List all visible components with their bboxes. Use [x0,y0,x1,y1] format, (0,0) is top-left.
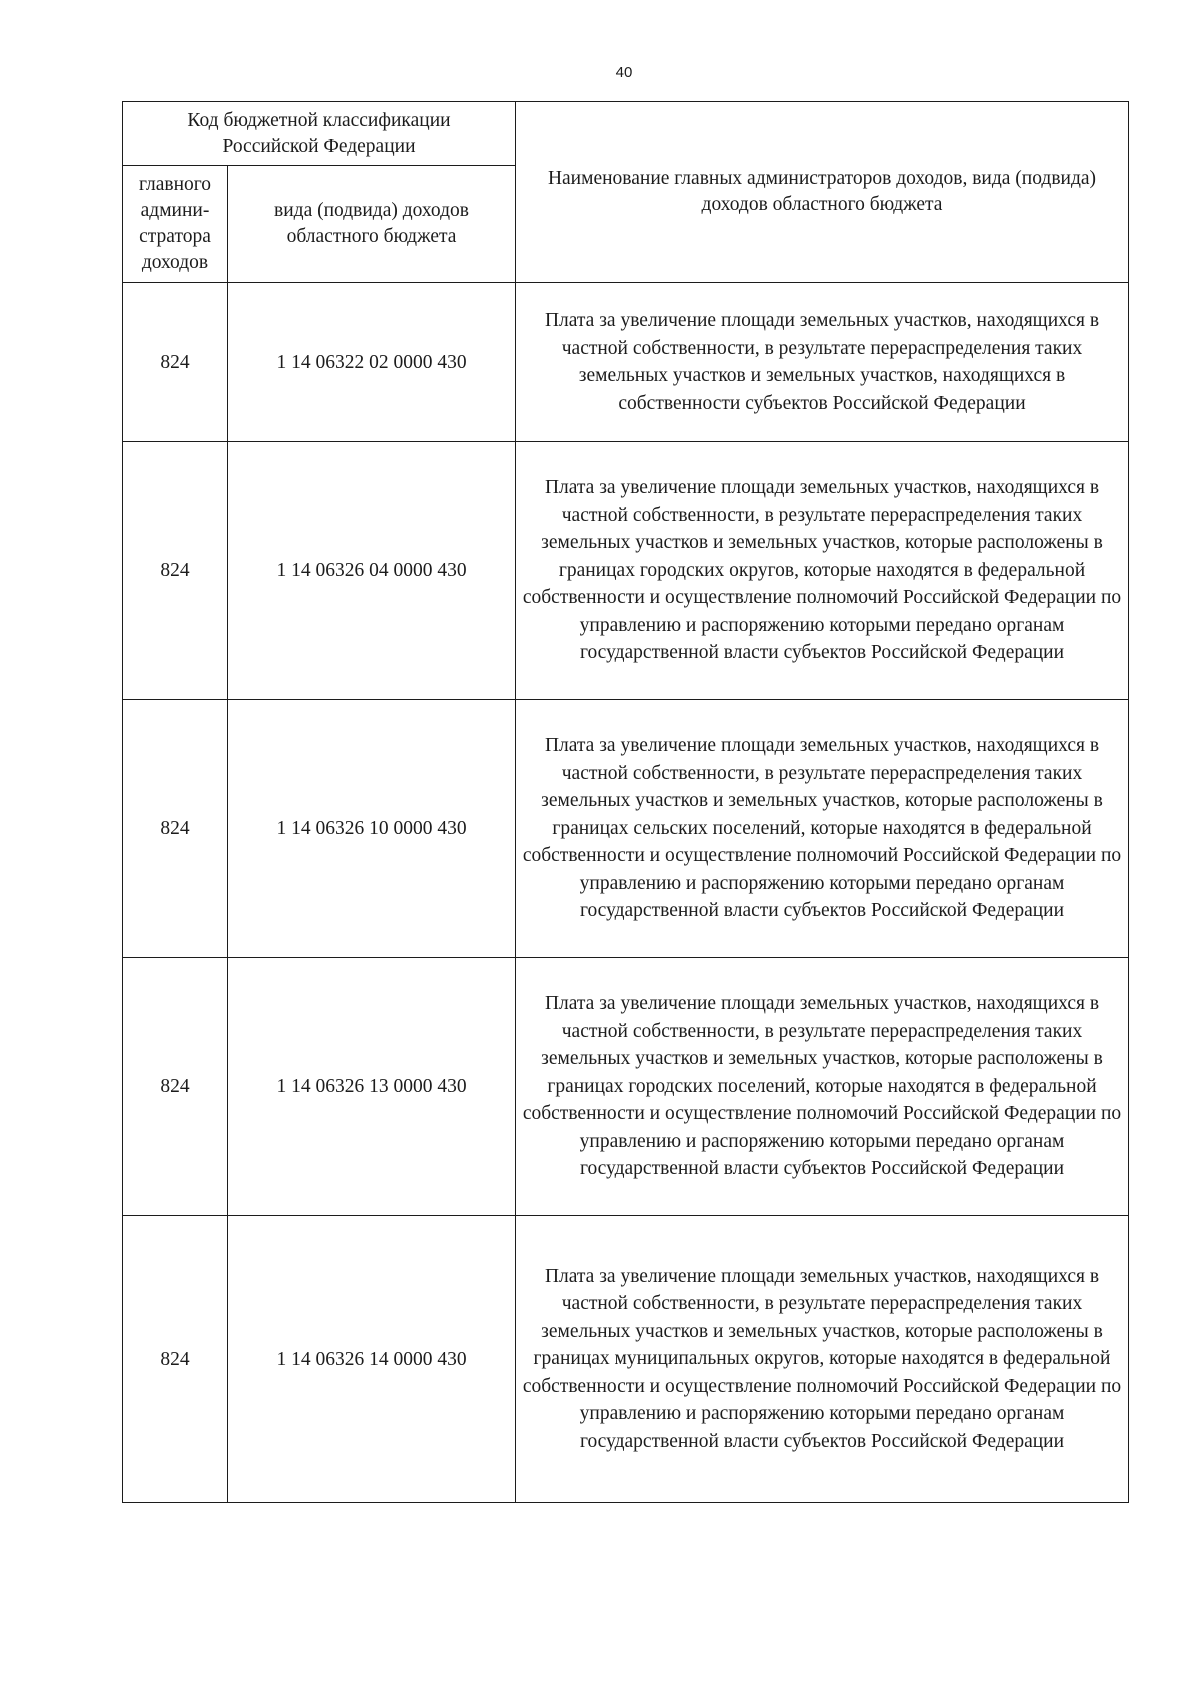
table-row [123,700,1129,958]
income-code-cell: 1 14 06322 02 0000 430 [228,283,516,442]
income-name-cell: Плата за увеличение площади земельных участков, находящихся в частной собственности, в результате перераспределения таких земельных участков и земельных участков, которые расположены в границах муниципальных округов, которые находятся в федеральной собственности и осуществление полномочий Российской Федерации по управлению и распоряжению которыми передано органам государственной власти субъектов Российской Федерации [516,1216,1129,1503]
admin-code-cell: 824 [123,958,228,1216]
header-income-type: вида (подвида) доходов областного бюджета [228,166,516,283]
income-code-cell: 1 14 06326 04 0000 430 [228,442,516,700]
table-row [123,283,1129,442]
income-code-cell: 1 14 06326 10 0000 430 [228,700,516,958]
admin-code-cell: 824 [123,442,228,700]
table-row [123,442,1129,700]
income-code-cell: 1 14 06326 13 0000 430 [228,958,516,1216]
budget-classification-table [122,101,1129,1503]
income-code-cell: 1 14 06326 14 0000 430 [228,1216,516,1503]
header-main-administrator: главного админи-стратора доходов [123,166,228,283]
header-name: Наименование главных администраторов доходов, вида (подвида) доходов областного бюджета [516,102,1129,283]
table-row [123,1216,1129,1503]
table-row [123,958,1129,1216]
admin-code-cell: 824 [123,1216,228,1503]
income-name-cell: Плата за увеличение площади земельных участков, находящихся в частной собственности, в результате перераспределения таких земельных участков и земельных участков, которые расположены в границах сельских поселений, которые находятся в федеральной собственности и осуществление полномочий Российской Федерации по управлению и распоряжению которыми передано органам государственной власти субъектов Российской Федерации [516,700,1129,958]
header-budget-code-group: Код бюджетной классификации Российской Федерации [123,102,516,166]
admin-code-cell: 824 [123,283,228,442]
income-name-cell: Плата за увеличение площади земельных участков, находящихся в частной собственности, в результате перераспределения таких земельных участков и земельных участков, которые расположены в границах городских поселений, которые находятся в федеральной собственности и осуществление полномочий Российской Федерации по управлению и распоряжению которыми передано органам государственной власти субъектов Российской Федерации [516,958,1129,1216]
income-name-cell: Плата за увеличение площади земельных участков, находящихся в частной собственности, в результате перераспределения таких земельных участков и земельных участков, которые расположены в границах городских округов, которые находятся в федеральной собственности и осуществление полномочий Российской Федерации по управлению и распоряжению которыми передано органам государственной власти субъектов Российской Федерации [516,442,1129,700]
page-number: 40 [615,64,633,81]
income-name-cell: Плата за увеличение площади земельных участков, находящихся в частной собственности, в результате перераспределения таких земельных участков и земельных участков, находящихся в собственности субъектов Российской Федерации [516,283,1129,442]
admin-code-cell: 824 [123,700,228,958]
